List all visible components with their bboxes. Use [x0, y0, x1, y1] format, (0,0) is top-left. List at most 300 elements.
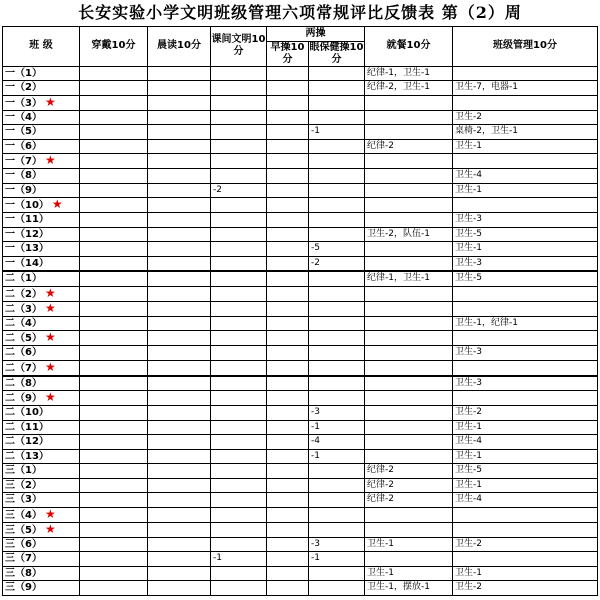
- header-exercises-group: 两操: [267, 27, 365, 42]
- cell-dress: [80, 346, 148, 361]
- cell-morning-exercise: [267, 110, 309, 125]
- star-icon: ★: [44, 360, 56, 374]
- cell-morning-exercise: [267, 81, 309, 96]
- cell-eye-exercise: [309, 81, 365, 96]
- class-label: 二（10）: [5, 407, 49, 419]
- cell-class-management: [453, 198, 598, 213]
- cell-morning-reading: [148, 537, 211, 552]
- cell-lunch: [365, 420, 453, 435]
- cell-eye-exercise: [309, 360, 365, 376]
- class-label: 一（13）: [5, 243, 49, 255]
- star-icon: ★: [44, 286, 56, 300]
- class-label: 三（2）: [5, 479, 42, 491]
- cell-morning-reading: [148, 301, 211, 316]
- cell-morning-reading: [148, 478, 211, 493]
- table-row: [3, 198, 598, 213]
- cell-morning-reading: [148, 242, 211, 257]
- cell-dress: [80, 213, 148, 228]
- cell-morning-reading: [148, 376, 211, 391]
- cell-eye-exercise: [309, 507, 365, 522]
- cell-eye-exercise: [309, 464, 365, 479]
- table-row: [3, 331, 598, 346]
- cell-dress: [80, 435, 148, 450]
- class-label: 二（13）: [5, 450, 49, 462]
- cell-lunch: 纪律-1，卫生-1: [365, 66, 453, 81]
- cell-morning-exercise: [267, 449, 309, 464]
- cell-dress: [80, 183, 148, 198]
- cell-eye-exercise: [309, 316, 365, 331]
- cell-eye-exercise: [309, 110, 365, 125]
- table-row: [3, 227, 598, 242]
- table-row: [3, 66, 598, 81]
- cell-morning-exercise: [267, 566, 309, 581]
- cell-dress: [80, 566, 148, 581]
- cell-dress: [80, 391, 148, 406]
- cell-class-management: 卫生-1: [453, 449, 598, 464]
- cell-break-civility: -2: [211, 183, 267, 198]
- header-morning-exercise: 早操10分: [267, 41, 309, 66]
- cell-dress: [80, 376, 148, 391]
- cell-class-management: 卫生-1: [453, 242, 598, 257]
- cell-dress: [80, 464, 148, 479]
- cell-eye-exercise: [309, 301, 365, 316]
- cell-lunch: 纪律-1，卫生-1: [365, 271, 453, 286]
- cell-class-management: 卫生-2: [453, 110, 598, 125]
- cell-break-civility: [211, 198, 267, 213]
- class-label: 三（3）: [5, 494, 42, 506]
- cell-break-civility: [211, 125, 267, 140]
- cell-eye-exercise: -1: [309, 125, 365, 140]
- cell-class-management: 卫生-1: [453, 420, 598, 435]
- cell-morning-reading: [148, 66, 211, 81]
- cell-morning-exercise: [267, 242, 309, 257]
- table-row: [3, 493, 598, 508]
- class-label: 二（1）: [5, 273, 42, 285]
- cell-class-management: 卫生-1: [453, 478, 598, 493]
- cell-class: [3, 271, 80, 286]
- cell-break-civility: [211, 507, 267, 522]
- cell-class-management: [453, 507, 598, 522]
- cell-eye-exercise: [309, 271, 365, 286]
- cell-morning-reading: [148, 360, 211, 376]
- cell-eye-exercise: [309, 391, 365, 406]
- cell-eye-exercise: [309, 198, 365, 213]
- header-morning-reading: 晨读10分: [148, 27, 211, 67]
- header-eye-exercise: 眼保健操10分: [309, 41, 364, 65]
- cell-morning-reading: [148, 213, 211, 228]
- cell-class: [3, 493, 80, 508]
- cell-lunch: [365, 360, 453, 376]
- table-row: [3, 360, 598, 376]
- cell-morning-exercise: [267, 213, 309, 228]
- cell-morning-exercise: [267, 391, 309, 406]
- sheet-title: 长安实验小学文明班级管理六项常规评比反馈表 第（2）周: [78, 3, 522, 22]
- cell-class: [3, 537, 80, 552]
- class-label: 二（6）: [5, 347, 42, 359]
- table-row: [3, 449, 598, 464]
- cell-lunch: [365, 449, 453, 464]
- cell-morning-exercise: [267, 256, 309, 271]
- cell-lunch: [365, 213, 453, 228]
- cell-morning-reading: [148, 464, 211, 479]
- cell-break-civility: [211, 360, 267, 376]
- cell-eye-exercise: -5: [309, 242, 365, 257]
- cell-dress: [80, 316, 148, 331]
- cell-class-management: 卫生-1: [453, 139, 598, 154]
- cell-lunch: [365, 346, 453, 361]
- cell-dress: [80, 360, 148, 376]
- table-body: [3, 66, 598, 595]
- class-label: 三（4）: [5, 509, 42, 521]
- cell-class-management: 卫生-1: [453, 183, 598, 198]
- table-row: [3, 271, 598, 286]
- cell-class-management: 卫生-2: [453, 581, 598, 596]
- cell-class-management: 卫生-3: [453, 213, 598, 228]
- cell-break-civility: [211, 66, 267, 81]
- cell-morning-exercise: [267, 301, 309, 316]
- cell-dress: [80, 537, 148, 552]
- cell-morning-reading: [148, 581, 211, 596]
- cell-morning-reading: [148, 95, 211, 110]
- cell-morning-exercise: [267, 139, 309, 154]
- cell-dress: [80, 493, 148, 508]
- table-row: [3, 316, 598, 331]
- cell-break-civility: [211, 478, 267, 493]
- cell-class-management: 卫生-3: [453, 376, 598, 391]
- cell-morning-exercise: [267, 552, 309, 567]
- cell-class: [3, 154, 80, 169]
- cell-eye-exercise: [309, 346, 365, 361]
- cell-eye-exercise: [309, 522, 365, 537]
- cell-eye-exercise: -3: [309, 406, 365, 421]
- cell-morning-exercise: [267, 66, 309, 81]
- cell-lunch: [365, 125, 453, 140]
- table-row: [3, 110, 598, 125]
- header-row-1: [3, 27, 598, 42]
- class-label: 二（2）: [5, 288, 42, 300]
- cell-lunch: 纪律-2，卫生-1: [365, 81, 453, 96]
- cell-morning-exercise: [267, 346, 309, 361]
- cell-dress: [80, 552, 148, 567]
- cell-morning-exercise: [267, 522, 309, 537]
- cell-morning-reading: [148, 522, 211, 537]
- cell-morning-reading: [148, 566, 211, 581]
- table-row: [3, 256, 598, 271]
- star-icon: ★: [44, 153, 56, 167]
- cell-break-civility: [211, 110, 267, 125]
- table-row: [3, 552, 598, 567]
- cell-eye-exercise: -1: [309, 449, 365, 464]
- cell-morning-exercise: [267, 406, 309, 421]
- cell-class: [3, 183, 80, 198]
- cell-morning-exercise: [267, 169, 309, 184]
- table-row: [3, 81, 598, 96]
- cell-break-civility: [211, 537, 267, 552]
- cell-class: [3, 522, 80, 537]
- cell-break-civility: [211, 449, 267, 464]
- cell-break-civility: [211, 376, 267, 391]
- cell-dress: [80, 198, 148, 213]
- header-break-civility: 课间文明10分: [211, 27, 267, 67]
- table-row: [3, 420, 598, 435]
- cell-class: [3, 66, 80, 81]
- cell-morning-exercise: [267, 154, 309, 169]
- class-label: 一（7）: [5, 156, 42, 167]
- cell-dress: [80, 125, 148, 140]
- cell-break-civility: [211, 227, 267, 242]
- cell-dress: [80, 449, 148, 464]
- cell-eye-exercise: [309, 376, 365, 391]
- cell-morning-reading: [148, 227, 211, 242]
- header-dress: 穿戴10分: [80, 27, 148, 67]
- cell-morning-exercise: [267, 493, 309, 508]
- table-row: [3, 566, 598, 581]
- table-row: [3, 301, 598, 316]
- cell-morning-exercise: [267, 478, 309, 493]
- cell-class-management: [453, 391, 598, 406]
- cell-class: [3, 581, 80, 596]
- cell-break-civility: [211, 464, 267, 479]
- cell-class-management: 卫生-4: [453, 493, 598, 508]
- cell-morning-reading: [148, 449, 211, 464]
- table-row: [3, 581, 598, 596]
- table-row: [3, 537, 598, 552]
- cell-eye-exercise: [309, 154, 365, 169]
- cell-morning-exercise: [267, 125, 309, 140]
- table-row: [3, 286, 598, 301]
- cell-morning-exercise: [267, 271, 309, 286]
- cell-break-civility: [211, 420, 267, 435]
- cell-lunch: 卫生-1: [365, 537, 453, 552]
- cell-class-management: 卫生-7，电器-1: [453, 81, 598, 96]
- table-row: [3, 507, 598, 522]
- cell-class: [3, 95, 80, 110]
- cell-dress: [80, 110, 148, 125]
- cell-dress: [80, 507, 148, 522]
- class-label: 一（5）: [5, 126, 42, 138]
- cell-eye-exercise: [309, 66, 365, 81]
- header-class: 班 级: [3, 27, 80, 67]
- cell-class-management: [453, 95, 598, 110]
- table-row: [3, 139, 598, 154]
- cell-morning-exercise: [267, 537, 309, 552]
- cell-eye-exercise: -3: [309, 537, 365, 552]
- cell-class-management: [453, 360, 598, 376]
- cell-class-management: 卫生-2: [453, 537, 598, 552]
- cell-break-civility: [211, 566, 267, 581]
- cell-morning-reading: [148, 316, 211, 331]
- cell-lunch: 卫生-1: [365, 566, 453, 581]
- table-row: [3, 213, 598, 228]
- cell-lunch: [365, 507, 453, 522]
- class-label: 一（12）: [5, 228, 49, 240]
- cell-morning-reading: [148, 81, 211, 96]
- class-label: 三（9）: [5, 582, 42, 594]
- cell-break-civility: [211, 169, 267, 184]
- cell-morning-exercise: [267, 507, 309, 522]
- table-row: [3, 242, 598, 257]
- cell-break-civility: -1: [211, 552, 267, 567]
- cell-morning-exercise: [267, 227, 309, 242]
- cell-class: [3, 406, 80, 421]
- cell-morning-reading: [148, 125, 211, 140]
- cell-break-civility: [211, 213, 267, 228]
- class-label: 二（7）: [5, 362, 42, 374]
- cell-eye-exercise: [309, 139, 365, 154]
- cell-dress: [80, 420, 148, 435]
- cell-dress: [80, 271, 148, 286]
- cell-class: [3, 286, 80, 301]
- cell-dress: [80, 478, 148, 493]
- cell-break-civility: [211, 256, 267, 271]
- cell-dress: [80, 66, 148, 81]
- cell-lunch: [365, 286, 453, 301]
- table-row: [3, 478, 598, 493]
- cell-lunch: 纪律-2: [365, 478, 453, 493]
- cell-class-management: 卫生-3: [453, 256, 598, 271]
- cell-lunch: [365, 331, 453, 346]
- cell-morning-exercise: [267, 420, 309, 435]
- cell-class: [3, 213, 80, 228]
- cell-eye-exercise: [309, 566, 365, 581]
- cell-class: [3, 331, 80, 346]
- class-label: 三（5）: [5, 524, 42, 536]
- class-label: 三（8）: [5, 567, 42, 579]
- cell-break-civility: [211, 522, 267, 537]
- cell-break-civility: [211, 346, 267, 361]
- class-label: 一（4）: [5, 111, 42, 123]
- cell-class: [3, 552, 80, 567]
- cell-eye-exercise: [309, 478, 365, 493]
- cell-morning-reading: [148, 420, 211, 435]
- cell-class-management: [453, 154, 598, 169]
- cell-class-management: 卫生-4: [453, 435, 598, 450]
- cell-class: [3, 464, 80, 479]
- cell-class: [3, 346, 80, 361]
- star-icon: ★: [44, 95, 56, 109]
- header-lunch: 就餐10分: [365, 27, 453, 67]
- header-class-management: 班级管理10分: [453, 27, 598, 67]
- cell-class: [3, 435, 80, 450]
- cell-break-civility: [211, 581, 267, 596]
- class-label: 一（2）: [5, 82, 42, 94]
- cell-morning-exercise: [267, 581, 309, 596]
- class-label: 三（7）: [5, 553, 42, 565]
- cell-eye-exercise: [309, 493, 365, 508]
- cell-lunch: [365, 95, 453, 110]
- cell-class-management: 卫生-3: [453, 346, 598, 361]
- cell-break-civility: [211, 81, 267, 96]
- cell-morning-reading: [148, 183, 211, 198]
- table-row: [3, 169, 598, 184]
- cell-class: [3, 169, 80, 184]
- cell-dress: [80, 139, 148, 154]
- cell-class: [3, 301, 80, 316]
- cell-morning-reading: [148, 139, 211, 154]
- cell-lunch: [365, 242, 453, 257]
- cell-eye-exercise: [309, 169, 365, 184]
- cell-lunch: [365, 406, 453, 421]
- cell-morning-reading: [148, 391, 211, 406]
- cell-lunch: 卫生-2，队伍-1: [365, 227, 453, 242]
- cell-lunch: [365, 522, 453, 537]
- cell-eye-exercise: [309, 213, 365, 228]
- cell-class-management: 卫生-5: [453, 271, 598, 286]
- cell-class: [3, 391, 80, 406]
- cell-lunch: 纪律-2: [365, 493, 453, 508]
- class-label: 一（14）: [5, 257, 49, 269]
- cell-class-management: 卫生-5: [453, 464, 598, 479]
- cell-dress: [80, 256, 148, 271]
- cell-class: [3, 566, 80, 581]
- cell-eye-exercise: [309, 581, 365, 596]
- cell-morning-reading: [148, 110, 211, 125]
- cell-class: [3, 316, 80, 331]
- class-label: 一（9）: [5, 184, 42, 196]
- cell-dress: [80, 522, 148, 537]
- cell-morning-reading: [148, 507, 211, 522]
- cell-eye-exercise: [309, 227, 365, 242]
- table-row: [3, 346, 598, 361]
- cell-eye-exercise: -1: [309, 420, 365, 435]
- cell-morning-exercise: [267, 183, 309, 198]
- cell-class-management: 卫生-1: [453, 566, 598, 581]
- cell-dress: [80, 286, 148, 301]
- cell-break-civility: [211, 316, 267, 331]
- cell-class-management: [453, 301, 598, 316]
- star-icon: ★: [44, 301, 56, 315]
- cell-class-management: 桌椅-2，卫生-1: [453, 125, 598, 140]
- class-label: 二（9）: [5, 393, 42, 404]
- cell-morning-reading: [148, 435, 211, 450]
- cell-break-civility: [211, 331, 267, 346]
- cell-class: [3, 110, 80, 125]
- cell-morning-reading: [148, 552, 211, 567]
- table-row: [3, 522, 598, 537]
- cell-eye-exercise: -4: [309, 435, 365, 450]
- cell-break-civility: [211, 286, 267, 301]
- cell-morning-exercise: [267, 316, 309, 331]
- cell-morning-exercise: [267, 331, 309, 346]
- cell-break-civility: [211, 95, 267, 110]
- cell-break-civility: [211, 271, 267, 286]
- cell-class-management: [453, 522, 598, 537]
- cell-class-management: 卫生-4: [453, 169, 598, 184]
- table-row: [3, 183, 598, 198]
- cell-class: [3, 256, 80, 271]
- cell-dress: [80, 406, 148, 421]
- evaluation-table: [2, 26, 598, 596]
- cell-break-civility: [211, 406, 267, 421]
- cell-eye-exercise: -1: [309, 552, 365, 567]
- class-label: 一（10）: [5, 200, 49, 211]
- cell-lunch: [365, 301, 453, 316]
- cell-morning-reading: [148, 169, 211, 184]
- cell-morning-reading: [148, 493, 211, 508]
- star-icon: ★: [44, 522, 56, 536]
- class-label: 二（5）: [5, 333, 42, 344]
- cell-class: [3, 360, 80, 376]
- cell-morning-reading: [148, 271, 211, 286]
- cell-dress: [80, 242, 148, 257]
- cell-break-civility: [211, 154, 267, 169]
- cell-dress: [80, 227, 148, 242]
- table-row: [3, 464, 598, 479]
- cell-class: [3, 242, 80, 257]
- cell-lunch: [365, 316, 453, 331]
- class-label: 一（1）: [5, 67, 42, 79]
- cell-class-management: [453, 66, 598, 81]
